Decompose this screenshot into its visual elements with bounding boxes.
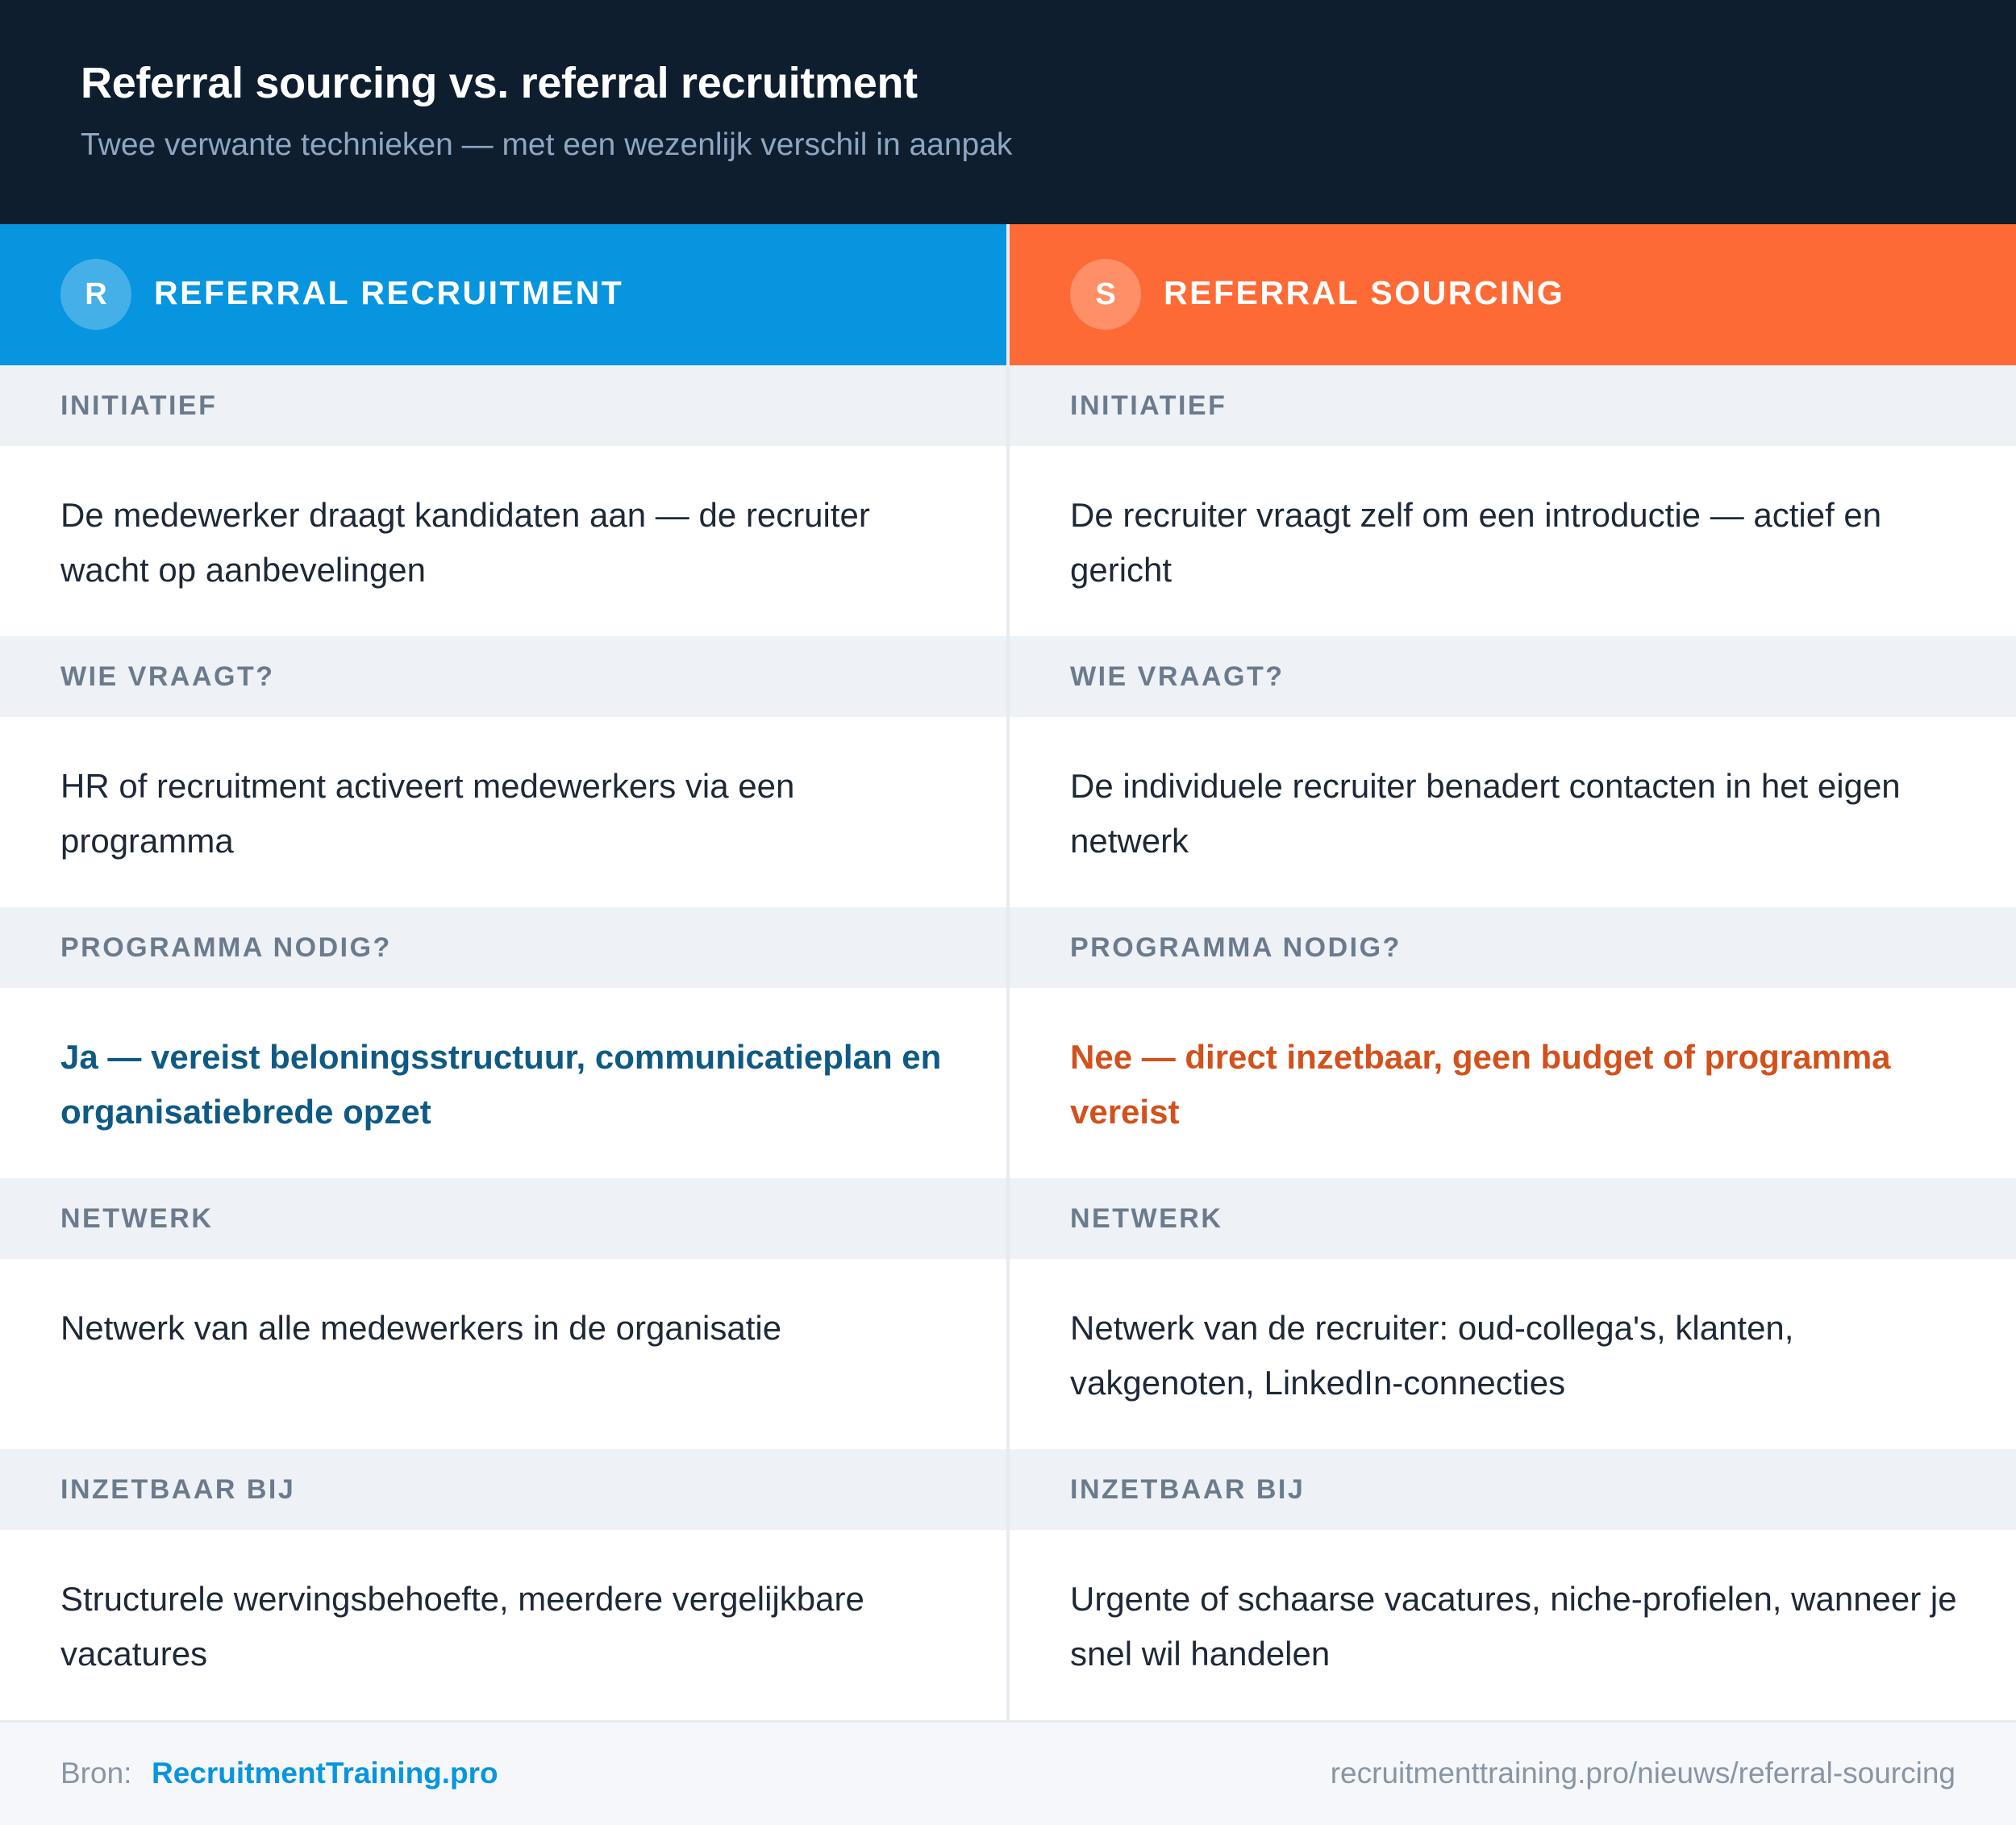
row-label: [0, 636, 1006, 717]
row-value: [0, 1259, 1006, 1449]
source-label: Bron:: [60, 1756, 132, 1790]
column-heading: REFERRAL RECRUITMENT: [154, 274, 624, 311]
row-value: [1010, 1259, 2016, 1449]
page-subtitle: Twee verwante technieken — met een wezenlijk verschil in aanpak: [81, 127, 1013, 162]
row-label: [0, 1449, 1006, 1530]
row-label-text: INITIATIEF: [1070, 390, 1227, 421]
column-referral-recruitment: [0, 224, 1006, 1720]
row-value-text-highlight: Nee — direct inzetbaar, geen budget of programma vereist: [1070, 1038, 1891, 1131]
row-label: [1010, 636, 2016, 717]
row-value-text-highlight: Ja — vereist beloningsstructuur, communicatieplan en organisatiebrede opzet: [60, 1038, 942, 1131]
row-value: [0, 1530, 1006, 1720]
row-value-text: HR of recruitment activeert medewerkers via een programma: [60, 767, 795, 860]
row-label-text: INITIATIEF: [60, 390, 218, 421]
row-value: [0, 446, 1006, 636]
row-value: [1010, 446, 2016, 636]
row-value-text: De individuele recruiter benadert contacten in het eigen netwerk: [1070, 767, 1901, 860]
column-header: [1010, 224, 2016, 365]
column-badge: R: [60, 259, 131, 330]
column-badge: S: [1070, 259, 1141, 330]
column-referral-sourcing: [1010, 224, 2016, 1720]
column-header: [0, 224, 1006, 365]
row-value: [0, 717, 1006, 907]
row-label: [1010, 365, 2016, 446]
row-label-text: NETWERK: [60, 1203, 214, 1234]
source-link[interactable]: RecruitmentTraining.pro: [152, 1756, 498, 1790]
row-label: [1010, 907, 2016, 988]
row-label-text: WIE VRAAGT?: [60, 661, 275, 692]
row-label: [0, 1178, 1006, 1259]
row-label-text: PROGRAMMA NODIG?: [1070, 932, 1402, 963]
row-value-text: Structurele wervingsbehoefte, meerdere vergelijkbare vacatures: [60, 1580, 864, 1673]
row-label-text: NETWERK: [1070, 1203, 1223, 1234]
row-value-text: Netwerk van alle medewerkers in de organisatie: [60, 1309, 782, 1347]
page-title: Referral sourcing vs. referral recruitment: [81, 59, 918, 107]
row-value: [1010, 988, 2016, 1178]
row-value: [0, 988, 1006, 1178]
row-label: [0, 907, 1006, 988]
row-label-text: WIE VRAAGT?: [1070, 661, 1285, 692]
row-value-text: De recruiter vraagt zelf om een introductie — actief en gericht: [1070, 496, 1882, 589]
row-label: [1010, 1449, 2016, 1530]
row-value-text: Urgente of schaarse vacatures, niche-profielen, wanneer je snel wil handelen: [1070, 1580, 1957, 1673]
row-value: [1010, 717, 2016, 907]
row-value: [1010, 1530, 2016, 1720]
source-url[interactable]: recruitmenttraining.pro/nieuws/referral-sourcing: [1330, 1756, 1956, 1790]
row-label-text: INZETBAAR BIJ: [1070, 1474, 1306, 1505]
row-value-text: Netwerk van de recruiter: oud-collega's, klanten, vakgenoten, LinkedIn-connecties: [1070, 1309, 1794, 1402]
row-label: [0, 365, 1006, 446]
row-label-text: PROGRAMMA NODIG?: [60, 932, 392, 963]
row-value-text: De medewerker draagt kandidaten aan — de recruiter wacht op aanbevelingen: [60, 496, 870, 589]
header: [0, 0, 2016, 224]
row-label: [1010, 1178, 2016, 1259]
footer: [0, 1720, 2016, 1825]
row-label-text: INZETBAAR BIJ: [60, 1474, 296, 1505]
column-heading: REFERRAL SOURCING: [1164, 274, 1565, 311]
